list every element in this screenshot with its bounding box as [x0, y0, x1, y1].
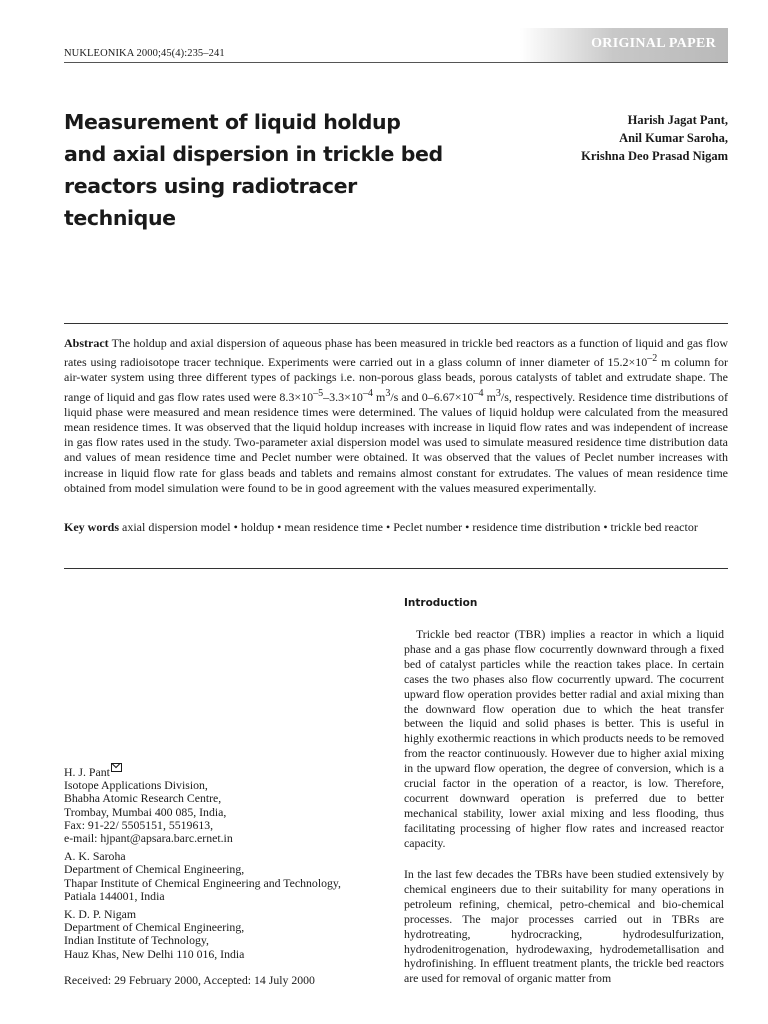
section-heading: Introduction [404, 597, 478, 609]
article-type-label: ORIGINAL PAPER [591, 36, 716, 51]
affiliation-block [64, 850, 384, 903]
exponent: –4 [473, 387, 484, 399]
affiliation-block [64, 766, 384, 845]
envelope-icon [111, 763, 122, 772]
affiliation-block [64, 908, 384, 961]
paper-title: Measurement of liquid holdup and axial dispersion in trickle bed reactors using radiotracer technique [64, 110, 443, 230]
exponent: 3 [495, 387, 501, 399]
affiliation-line: Fax: 91-22/ 5505151, 5519613, [64, 817, 214, 832]
affiliation-author-name: A. K. Saroha [64, 849, 126, 864]
abstract-text: –3.3×10 [323, 389, 363, 404]
keywords [64, 520, 728, 535]
affiliations [64, 766, 384, 966]
affiliation-line: Isotope Applications Division, [64, 778, 208, 793]
author-name: Anil Kumar Saroha, [619, 131, 728, 145]
affiliation-line: Trombay, Mumbai 400 085, India, [64, 804, 227, 819]
intro-paragraph-1: Trickle bed reactor (TBR) implies a reactor in which a liquid phase and a gas phase flow cocurrently downward through a fixed bed of catalyst particles while the reaction takes place. In certain cases the two phases also flow cocurrently upward. The cocurrent upward flow operation provides better radial and axial mixing than the downward flow operation due to which the heat transfer between the liquid and solid phases is better. This is useful in highly exothermic reactions in which products needs to be removed from the reactor continuously. However due to higher axial mixing in the upward flow operation, the degree of conversion, which is a crucial factor in the operation of a reactor, is low. Therefore, cocurrent downward operation is preferred due to better mechanical stability, lower axial mixing and less flooding, thus facilitating processing of higher flow rates and increased reactor capacity. [404, 627, 724, 850]
abstract-text: m column for air-water system using three different types of packings i.e. non-porous glass beads, porous catalysts of tablet and extrudate shape. The range of liquid and gas flow rates used were 8.3×10 [64, 355, 728, 404]
article-type-banner [520, 28, 728, 62]
affiliation-line: Patiala 144001, India [64, 888, 165, 903]
abstract-label: Abstract [64, 336, 109, 350]
exponent: –4 [362, 387, 373, 399]
affiliation-line: Department of Chemical Engineering, [64, 862, 245, 877]
intro-paragraph-2: In the last few decades the TBRs have been studied extensively by chemical engineers due to their suitability for many operations in petroleum refining, chemical, petro-chemical and bio-chemical processes. The major processes carried out in TBRs are hydrotreating, hydrocracking, hydrodesulfurization, hydrodenitrogenation, hydrodewaxing, hydrodemetallisation and hydrofinishing. In effluent treatment plants, the trickle bed reactors are used for removal of organic matter from [404, 867, 724, 986]
exponent: 3 [385, 387, 391, 399]
received-dates: Received: 29 February 2000, Accepted: 14 July 2000 [64, 973, 315, 987]
keywords-text: axial dispersion model • holdup • mean residence time • Peclet number • residence time distribution • trickle bed reactor [119, 520, 698, 534]
affiliation-email: e-mail: hjpant@apsara.barc.ernet.in [64, 831, 233, 846]
abstract-text: /s, respectively. Residence time distributions of liquid phase were measured and mean residence times were determined. The values of liquid holdup were calculated from the measured mean residence times. It was observed that the liquid holdup increases with increase in liquid flow rates and was independent of increase in gas flow rates used in the study. Two-parameter axial dispersion model was used to simulate measured residence time distribution data and values of mean residence time and Peclet number were obtained. It was observed that the values of Peclet number increases with increase in liquid flow rate for glass beads and tablets and remains almost constant for extrudates. The values of mean residence time obtained from model simulation were found to be in good agreement with the values measured experimentally. [64, 389, 728, 495]
author-name: Harish Jagat Pant, [627, 113, 728, 127]
abstract-top-rule [64, 323, 728, 324]
exponent: –2 [647, 353, 658, 365]
exponent: –5 [313, 387, 324, 399]
keywords-label: Key words [64, 520, 119, 534]
affiliation-line: Indian Institute of Technology, [64, 933, 209, 948]
affiliation-line: Bhabha Atomic Research Centre, [64, 791, 222, 806]
abstract-text: m [372, 389, 386, 404]
keywords-bottom-rule [64, 568, 728, 569]
affiliation-line: Department of Chemical Engineering, [64, 920, 245, 935]
author-list [581, 111, 728, 165]
affiliation-author-name: K. D. P. Nigam [64, 907, 137, 922]
abstract-text: /s and 0–6.67×10 [390, 389, 474, 404]
affiliation-line: Hauz Khas, New Delhi 110 016, India [64, 946, 245, 961]
journal-reference: NUKLEONIKA 2000;45(4):235–241 [64, 48, 225, 59]
abstract-text: m [483, 389, 496, 404]
affiliation-author-name: H. J. Pant [64, 765, 110, 779]
header-rule [64, 62, 728, 63]
abstract [64, 336, 728, 496]
affiliation-line: Thapar Institute of Chemical Engineering and Technology, [64, 875, 341, 890]
abstract-text: The holdup and axial dispersion of aqueous phase has been measured in trickle bed reactors as a function of liquid and gas flow rates using radioisotope tracer technique. Experiments were carried out in a glass column of inner diameter of 15.2×10 [64, 336, 728, 370]
author-name: Krishna Deo Prasad Nigam [581, 149, 728, 163]
